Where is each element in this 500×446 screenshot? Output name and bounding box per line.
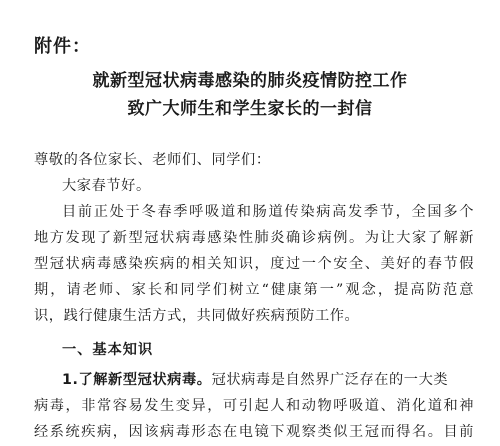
paragraph-line: 期，请老师、家长和同学们树立“健康第一”观念，提高防范意	[34, 282, 474, 298]
greeting: 大家春节好。	[62, 178, 151, 194]
paragraph-line: 目前正处于冬春季呼吸道和肠道传染病高发季节，全国多个	[62, 204, 474, 220]
paragraph-line: 识，践行健康生活方式，共同做好疾病预防工作。	[34, 308, 360, 324]
section-heading: 一、基本知识	[62, 342, 154, 358]
salutation: 尊敬的各位家长、老师们、同学们：	[34, 152, 271, 168]
document-title-line-2: 致广大师生和学生家长的一封信	[127, 99, 373, 119]
paragraph-line: 地方发现了新型冠状病毒感染性肺炎确诊病例。为让大家了解新	[34, 230, 474, 246]
paragraph-line: 经系统疾病，因该病毒形态在电镜下观察类似王冠而得名。目前	[34, 424, 474, 440]
attachment-label: 附件：	[34, 36, 91, 57]
item-1-lead: 1.了解新型冠状病毒。	[62, 372, 212, 388]
item-1-line	[62, 370, 474, 390]
item-1-text: 冠状病毒是自然界广泛存在的一大类	[211, 372, 449, 388]
paragraph-line: 病毒，非常容易发生变异，可引起人和动物呼吸道、消化道和神	[34, 398, 474, 414]
document-title-line-1: 就新型冠状病毒感染的肺炎疫情防控工作	[92, 71, 408, 91]
paragraph-line: 型冠状病毒感染疾病的相关知识，度过一个安全、美好的春节假	[34, 256, 474, 272]
